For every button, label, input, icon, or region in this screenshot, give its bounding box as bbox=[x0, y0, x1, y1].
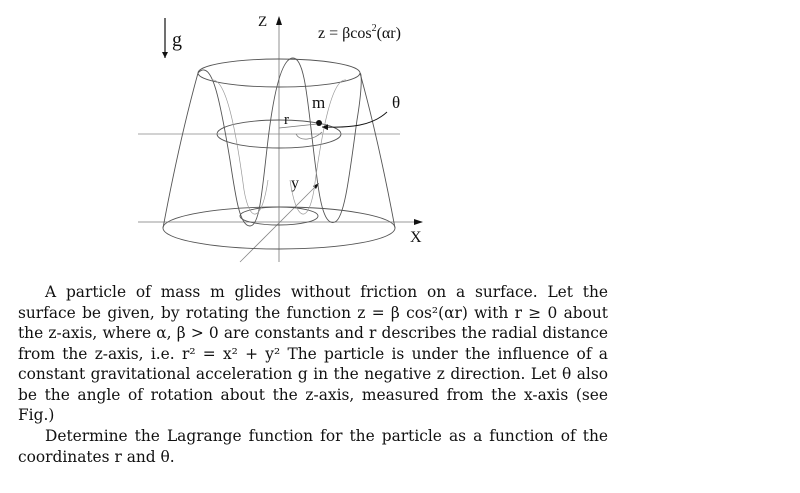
outer-profile-right bbox=[360, 73, 395, 228]
problem-task: Determine the Lagrange function for the particle as a function of the coordinates r and θ. bbox=[18, 427, 608, 466]
theta-pointer bbox=[322, 112, 387, 127]
particle-mass bbox=[316, 120, 322, 126]
theta-arc bbox=[296, 132, 322, 139]
mass-label: m bbox=[312, 93, 326, 112]
problem-statement: A particle of mass m glides without friction on a surface. Let the surface be given, by rotating the function z = β cos²(αr) with r ≥ 0 about the z-axis, where α, β > 0 are constants and r describes the radial distance from the z-axis, i.e. r² = x² + y² The particle is under the influence of a constant gravitational acceleration g in the negative z direction. Let θ also be the angle of rotation about the z-axis, measured from the x-axis (see Fig.) bbox=[18, 283, 608, 424]
theta-label: θ bbox=[392, 93, 401, 112]
radius-label: r bbox=[284, 112, 289, 128]
outer-profile-left bbox=[163, 73, 198, 228]
x-axis-label: X bbox=[410, 229, 422, 246]
z-axis-label: Z bbox=[258, 14, 268, 30]
gravity-label: g bbox=[172, 29, 182, 51]
y-axis-label: y bbox=[291, 175, 299, 192]
surface-formula: z = βcos$^2$(αr) bbox=[318, 23, 401, 42]
